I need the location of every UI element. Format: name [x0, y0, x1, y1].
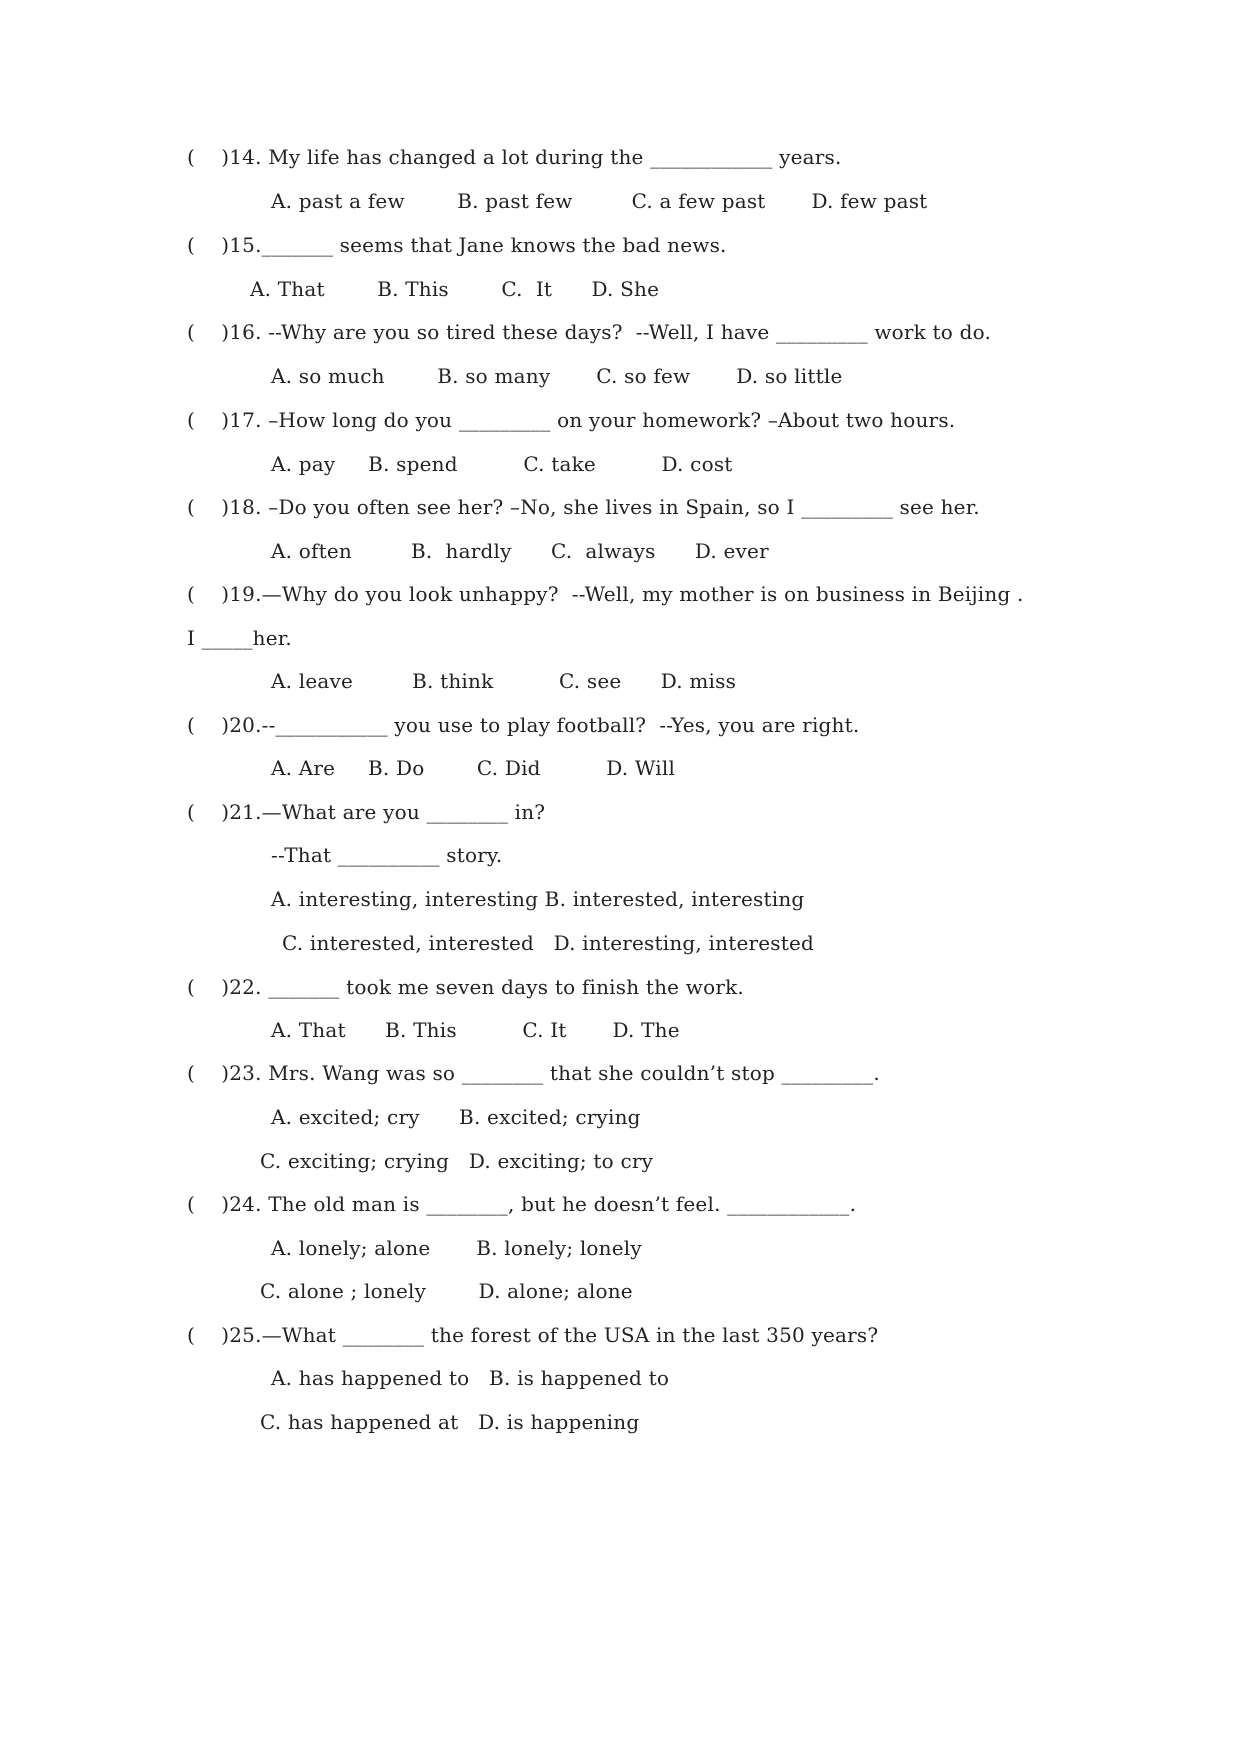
question-23: ( )23. Mrs. Wang was so ________ that she couldn’t stop _________.: [187, 1061, 880, 1085]
question-23-options-cd: C. exciting; crying D. exciting; to cry: [260, 1149, 654, 1173]
question-20-options: A. Are B. Do C. Did D. Will: [271, 756, 676, 780]
question-18: ( )18. –Do you often see her? –No, she lives in Spain, so I _________ see her.: [187, 495, 980, 519]
question-21-options-cd: C. interested, interested D. interesting, interested: [282, 931, 815, 955]
question-20: ( )20.--___________ you use to play football? --Yes, you are right.: [187, 713, 860, 737]
question-25-options-cd: C. has happened at D. is happening: [260, 1410, 640, 1434]
question-14: ( )14. My life has changed a lot during the ____________ years.: [187, 145, 842, 169]
question-19: ( )19.—Why do you look unhappy? --Well, my mother is on business in Beijing .: [187, 582, 1024, 606]
question-19-options: A. leave B. think C. see D. miss: [271, 669, 737, 693]
question-16: ( )16. --Why are you so tired these days? --Well, I have _________ work to do.: [187, 320, 992, 344]
question-21: ( )21.—What are you ________ in?: [187, 800, 546, 824]
question-19-continuation: I _____her.: [187, 626, 292, 650]
question-15: ( )15._______ seems that Jane knows the bad news.: [187, 233, 727, 257]
question-21-options-ab: A. interesting, interesting B. interested, interesting: [271, 887, 805, 911]
question-24-options-cd: C. alone ; lonely D. alone; alone: [260, 1279, 633, 1303]
question-17-options: A. pay B. spend C. take D. cost: [271, 452, 733, 476]
question-22-options: A. That B. This C. It D. The: [271, 1018, 680, 1042]
question-18-options: A. often B. hardly C. always D. ever: [271, 539, 769, 563]
question-14-options: A. past a few B. past few C. a few past D. few past: [271, 189, 928, 213]
question-16-options: A. so much B. so many C. so few D. so little: [271, 364, 843, 388]
question-24-options-ab: A. lonely; alone B. lonely; lonely: [271, 1236, 642, 1260]
question-22: ( )22. _______ took me seven days to finish the work.: [187, 975, 744, 999]
question-21-reply: --That __________ story.: [271, 843, 503, 867]
question-25-options-ab: A. has happened to B. is happened to: [271, 1366, 670, 1390]
question-15-options: A. That B. This C. It D. She: [250, 277, 660, 301]
question-17: ( )17. –How long do you _________ on your homework? –About two hours.: [187, 408, 956, 432]
question-25: ( )25.—What ________ the forest of the USA in the last 350 years?: [187, 1323, 879, 1347]
question-24: ( )24. The old man is ________, but he doesn’t feel. ____________.: [187, 1192, 857, 1216]
question-23-options-ab: A. excited; cry B. excited; crying: [271, 1105, 641, 1129]
